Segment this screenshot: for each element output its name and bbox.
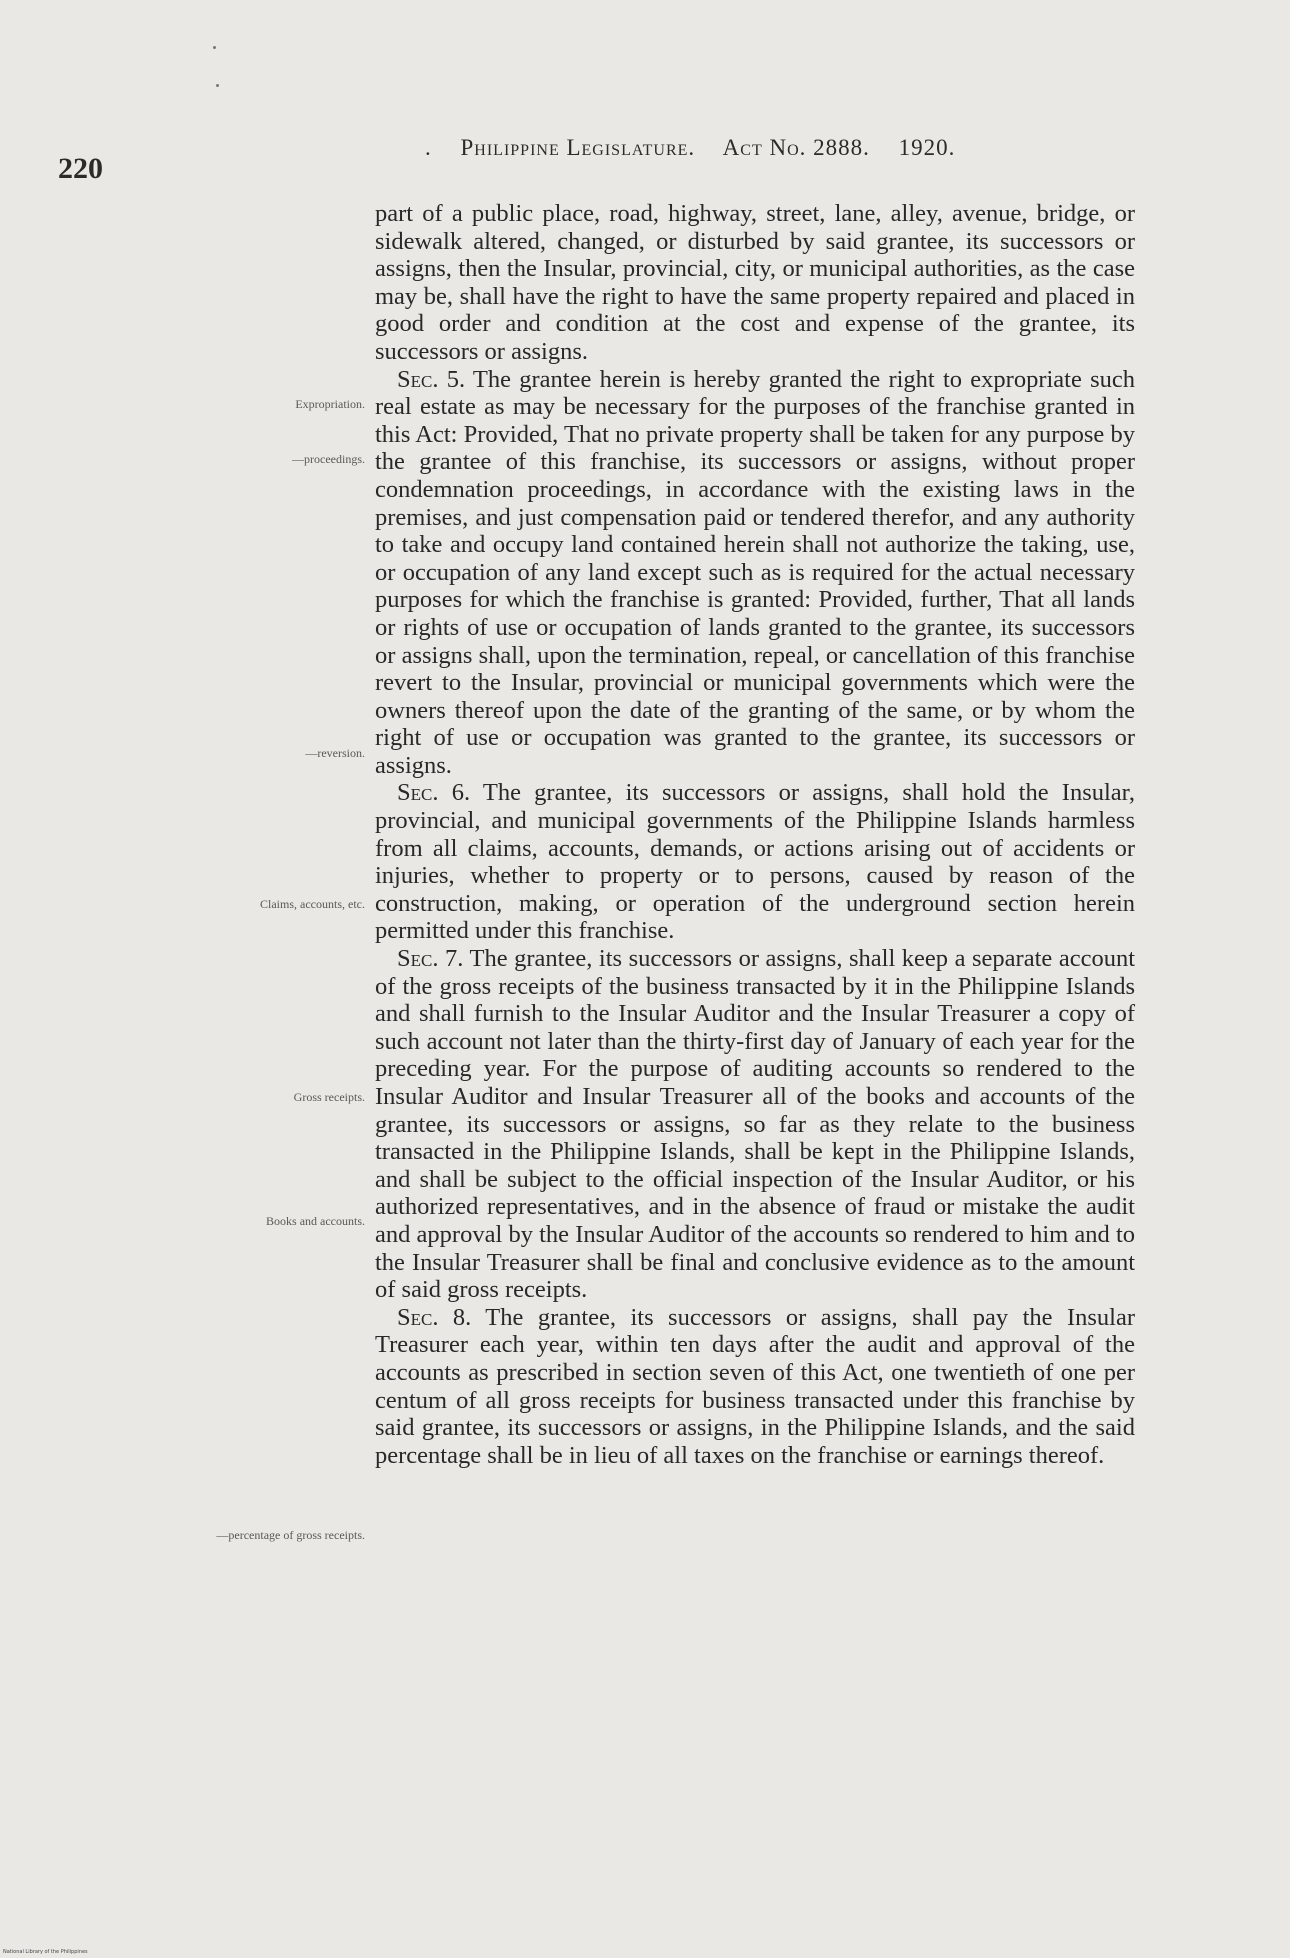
paragraph-text: The grantee, its successors or assigns, shall keep a separate account of the gross receipts of the business transacted by it in the Philippine Islands and shall furnish to the Insular Auditor and the Insular Treasurer a copy of such account not later than the thirty-first day of January of each year for the preceding year. For the purpose of auditing accounts so rendered to the Insular Auditor and Insular Treasurer all of the books and accounts of the grantee, its successors or assigns, so far as they relate to the business transacted in the Philippine Islands, shall be kept in the Philippine Islands, and shall be subject to the official inspection of the Insular Auditor, or his authorized representatives, and in the absence of fraud or mistake the audit and approval by the Insular Auditor of the accounts so rendered to him and to the Insular Treasurer shall be final and conclusive evidence as to the amount of said gross receipts. [375,945,1135,1304]
page-number: 220 [58,152,103,185]
margin-note-expropriation: Expropriation. [295,397,365,411]
running-head-lead: . [425,135,432,160]
scan-speck [213,46,216,49]
scan-speck [216,84,219,87]
library-stamp: National Library of the Philippines [3,1949,88,1955]
running-head-year: 1920. [898,135,956,160]
section-6 [375,779,1135,945]
running-head-title: Philippine Legislature. [460,135,696,160]
margin-note-proceedings: —proceedings. [292,452,365,466]
section-label: Sec. 7. [397,945,464,973]
running-head-act: Act No. 2888. [722,135,870,160]
section-label: Sec. 8. [397,1303,472,1331]
section-label: Sec. 6. [397,779,471,807]
section-label: Sec. 5. [397,365,466,393]
margin-note-books-accounts: Books and accounts. [266,1214,365,1228]
section-5 [375,366,1135,780]
paragraph-text: The grantee herein is hereby granted the right to expropriate such real estate as may be necessary for the purposes of the franchise granted in this Act: Provided, That no private property shall be taken for any purpose by the grantee of this franchise, its successors or assigns, without proper condemnation proceedings, in accordance with the existing laws in the premises, and just compensation paid or tendered therefor, and any authority to take and occupy land contained herein shall not authorize the taking, use, or occupation of any land except such as is required for the actual necessary purposes for which the franchise is granted: Provided, further, That all lands or rights of use or occupation of lands granted to the grantee, its successors or assigns shall, upon the termination, repeal, or cancellation of this franchise revert to the Insular, provincial or municipal governments which were the owners thereof upon the date of the granting of the same, or by whom the right of use or occupation was granted to the grantee, its successors or assigns. [375,365,1135,779]
paragraph-continuation [375,200,1135,366]
running-head [425,135,977,161]
paragraph-text: part of a public place, road, highway, street, lane, alley, avenue, bridge, or sidewalk altered, changed, or disturbed by said grantee, its successors or assigns, then the Insular, provincial, city, or municipal authorities, as the case may be, shall have the right to have the same property repaired and placed in good order and condition at the cost and expense of the grantee, its successors or assigns. [375,200,1135,365]
section-8 [375,1304,1135,1470]
paragraph-text: The grantee, its successors or assigns, shall pay the Insular Treasurer each year, within ten days after the audit and approval of the accounts as prescribed in section seven of this Act, one twentieth of one per centum of all gross receipts for business transacted under this franchise by said grantee, its successors or assigns, in the Philippine Islands, and the said percentage shall be in lieu of all taxes on the franchise or earnings thereof. [375,1303,1135,1469]
margin-note-percentage: —percentage of gross receipts. [216,1528,365,1542]
section-7 [375,945,1135,1304]
margin-note-claims: Claims, accounts, etc. [260,897,365,911]
margin-note-gross-receipts: Gross receipts. [293,1090,365,1104]
margin-note-reversion: —reversion. [305,746,365,760]
paragraph-text: The grantee, its successors or assigns, shall hold the Insular, provincial, and municipal governments of the Philippine Islands harmless from all claims, accounts, demands, or actions arising out of accidents or injuries, whether to property or to persons, caused by reason of the construction, making, or operation of the underground section herein permitted under this franchise. [375,779,1135,945]
body-text [375,200,1135,1469]
